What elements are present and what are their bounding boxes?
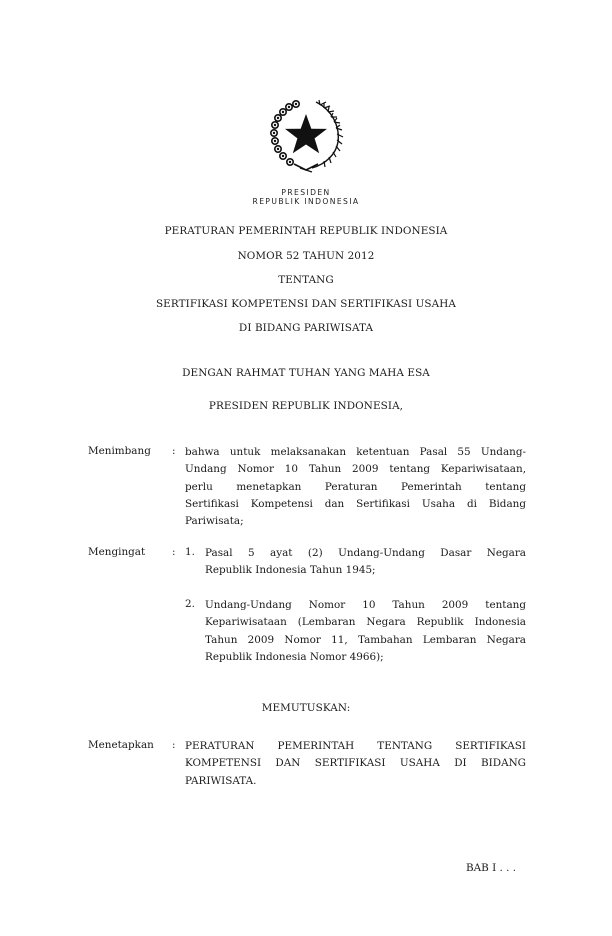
text-line: PARIWISATA. [185, 774, 257, 787]
menetapkan-text [185, 738, 526, 790]
text-line: Kepariwisataan (Lembaran Negara Republik Indonesia [205, 616, 526, 629]
title-concerning: TENTANG [278, 274, 334, 286]
text-line: Sertifikasi Kompetensi dan Sertifikasi Usaha di Bidang [185, 497, 526, 510]
text-line: Undang Nomor 10 Tahun 2009 tentang Kepariwisataan, [185, 463, 526, 476]
title-regulation: PERATURAN PEMERINTAH REPUBLIK INDONESIA [164, 225, 448, 237]
title-subject-line2: DI BIDANG PARIWISATA [238, 322, 374, 334]
mengingat-item-number: 1. [185, 546, 195, 558]
preamble-issuer: PRESIDEN REPUBLIK INDONESIA, [208, 400, 404, 412]
text-line: bahwa untuk melaksanakan ketentuan Pasal 55 Undang- [185, 446, 526, 458]
title-subject-line1: SERTIFIKASI KOMPETENSI DAN SERTIFIKASI USAHA [155, 298, 457, 310]
text-line: Republik Indonesia Nomor 4966); [205, 650, 384, 663]
text-line: Republik Indonesia Tahun 1945; [205, 564, 376, 577]
text-line: perlu menetapkan Peraturan Pemerintah tentang [185, 480, 526, 493]
mengingat-label: Mengingat [88, 546, 146, 558]
preamble-invocation: DENGAN RAHMAT TUHAN YANG MAHA ESA [182, 367, 430, 379]
text-line: Undang-Undang Nomor 10 Tahun 2009 tentang [205, 599, 526, 611]
title-number: NOMOR 52 TAHUN 2012 [237, 250, 375, 262]
menetapkan-label: Menetapkan [88, 739, 154, 751]
menimbang-colon: : [172, 445, 176, 457]
menimbang-label: Menimbang [88, 445, 151, 457]
menetapkan-colon: : [172, 739, 176, 751]
text-line: Tahun 2009 Nomor 11, Tambahan Lembaran Negara [205, 633, 526, 646]
text-line: PERATURAN PEMERINTAH TENTANG SERTIFIKASI [185, 740, 526, 752]
text-line: Pasal 5 ayat (2) Undang-Undang Dasar Negara [205, 547, 526, 559]
garuda-star-wreath-emblem-icon [266, 98, 346, 174]
letterhead-line-president: PRESIDEN [281, 188, 331, 197]
text-line: Pariwisata; [185, 515, 244, 528]
mengingat-item-2 [205, 597, 526, 666]
mengingat-item-number: 2. [185, 598, 195, 610]
decision-heading: MEMUTUSKAN: [261, 702, 351, 714]
mengingat-colon: : [172, 546, 176, 558]
text-line: KOMPETENSI DAN SERTIFIKASI USAHA DI BIDANG [185, 757, 526, 770]
letterhead-line-republic: REPUBLIK INDONESIA [252, 197, 360, 206]
mengingat-item-1 [205, 545, 526, 580]
page-continuation-marker: BAB I . . . [466, 862, 516, 874]
menimbang-text [185, 444, 526, 530]
